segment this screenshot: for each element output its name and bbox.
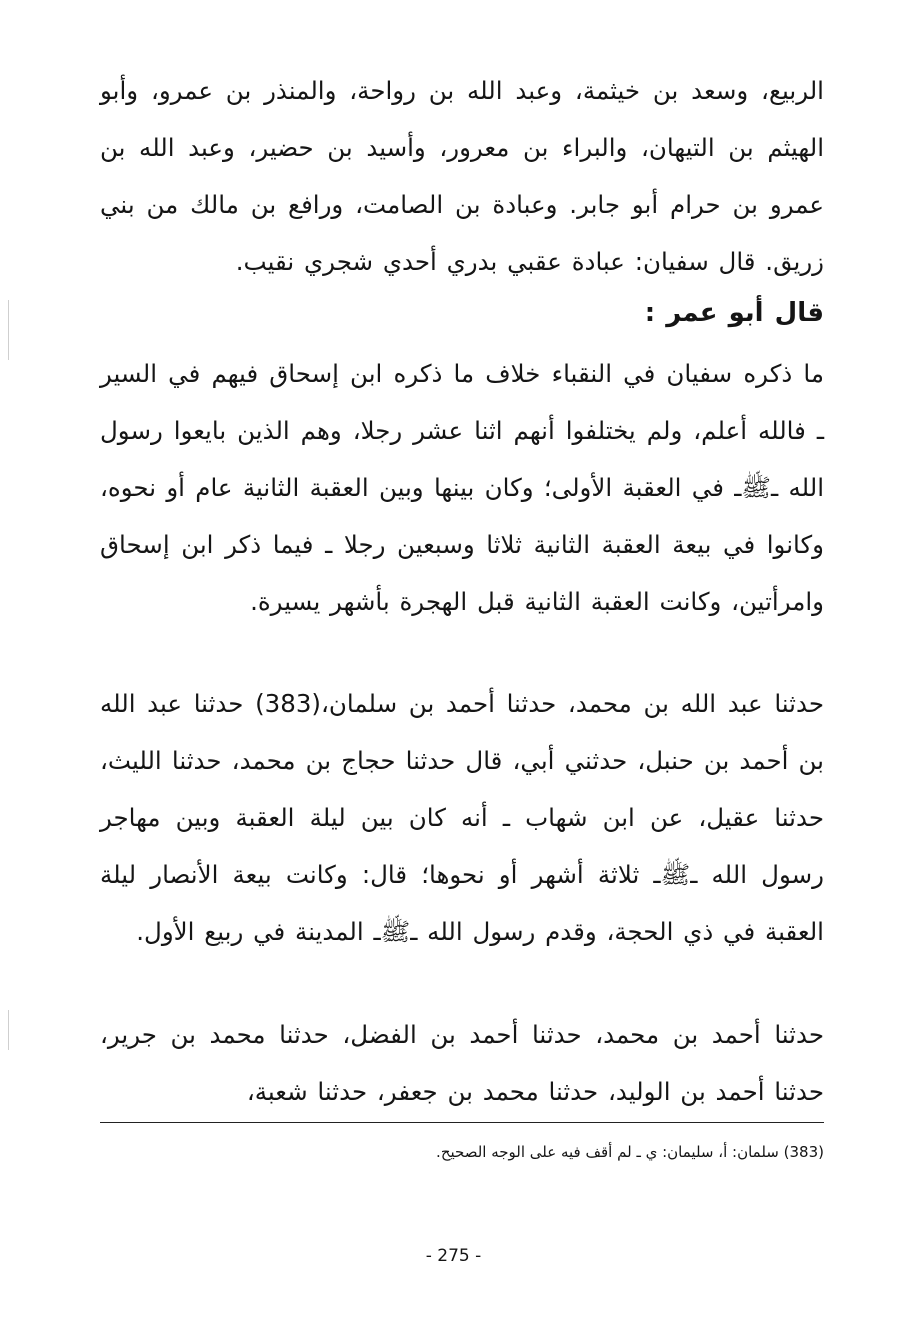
paragraph-4: حدثنا أحمد بن محمد، حدثنا أحمد بن الفضل، حدثنا محمد بن جرير، حدثنا أحمد بن الوليد، حدثنا محمد بن جعفر، حدثنا شعبة، [100,1020,824,1106]
scan-edge-mark [8,300,9,360]
paragraph-3: حدثنا عبد الله بن محمد، حدثنا أحمد بن سلمان،(383) حدثنا عبد الله بن أحمد بن حنبل، حدثني أبي، قال حدثنا حجاج بن محمد، حدثنا الليث، حدثنا عقيل، عن ابن شهاب ـ أنه كان بين ليلة العقبة وبين مهاجر رسول الله ـﷺـ ثلاثة أشهر أو نحوها؛ قال: وكانت بيعة الأنصار ليلة العقبة في ذي الحجة، وقدم رسول الله ـﷺـ المدينة في ربيع الأول. [100,689,824,946]
footnote-383: (383) سلمان: أ، سليمان: ي ـ لم أقف فيه على الوجه الصحيح. [436,1143,824,1161]
footnote-divider [100,1122,824,1123]
paragraph-2: ما ذكره سفيان في النقباء خلاف ما ذكره ابن إسحاق فيهم في السير ـ فالله أعلم، ولم يختلفوا أنهم اثنا عشر رجلا، وهم الذين بايعوا رسول الله ـﷺـ في العقبة الأولى؛ وكان بينها وبين العقبة الثانية عام أو نحوه، وكانوا في بيعة العقبة الثانية ثلاثا وسبعين رجلا ـ فيما ذكر ابن إسحاق وامرأتين، وكانت العقبة الثانية قبل الهجرة بأشهر يسيرة. [100,359,824,616]
paragraph-1: الربيع، وسعد بن خيثمة، وعبد الله بن رواحة، والمنذر بن عمرو، وأبو الهيثم بن التيهان، والبراء بن معرور، وأسيد بن حضير، وعبد الله بن عمرو بن حرام أبو جابر. وعبادة بن الصامت، ورافع بن مالك من بني زريق. قال سفيان: عبادة عقبي بدري أحدي شجري نقيب. [100,76,824,276]
scan-edge-mark [8,1010,9,1050]
page-number: - 275 - [425,1246,482,1266]
section-heading: قال أبو عمر : [644,298,824,328]
